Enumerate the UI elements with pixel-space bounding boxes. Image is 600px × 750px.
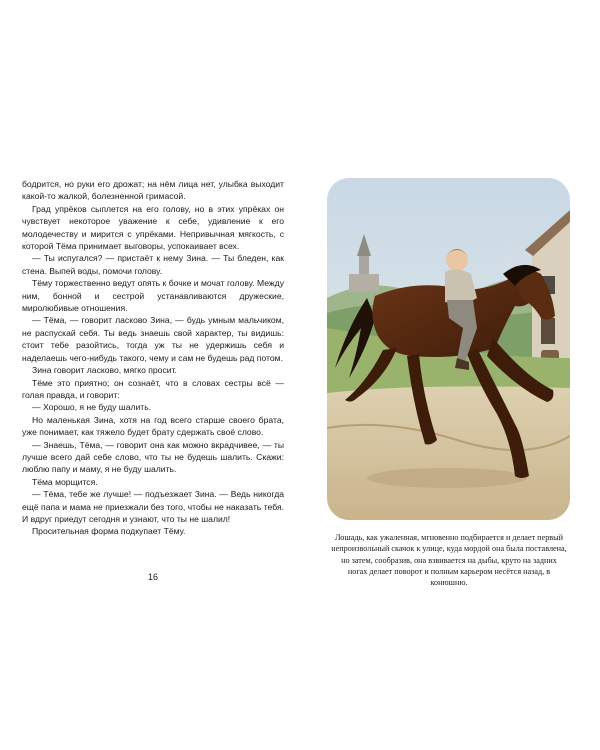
paragraph: Тёме это приятно; он сознаёт, что в словах сестры всё — голая правда, и говорит:	[22, 377, 284, 400]
paragraph: — Ты испугался? — пристаёт к нему Зина. — Ты бледен, как стена. Выпей воды, помочи голову.	[22, 253, 284, 276]
page-number: 16	[148, 572, 159, 582]
paragraph: Просительная форма подкупает Тёму.	[32, 526, 186, 537]
paragraph: Зина говорит ласково, мягко просит.	[32, 365, 177, 376]
paragraph: — Тёма, тебе же лучше! — подъезжает Зина. — Ведь никогда ещё папа и мама не приезжали без того, чтобы не наказать тебя. И вдруг приедут сегодня и узнают, что ты не шалил!	[22, 489, 284, 524]
illustration-caption: Лошадь, как ужаленная, мгновенно подбирается и делает первый непроизвольный скачок к улице, куда мордой она была поставлена, но затем, сообразив, она взвивается на дыбы, круто на задних ногах делает поворот и полным карьером несётся назад, в конюшню.	[331, 533, 567, 588]
left-page	[22, 178, 284, 538]
paragraph: — Тёма, — говорит ласково Зина, — будь умным мальчиком, не распускай себя. Ты ведь знаешь свой характер, ты видишь: стоит тебе разойтись, тогда уж ты не удержишь себя и наделаешь чего-нибудь такого, чему и сам не будешь рад потом.	[22, 315, 284, 363]
horse-illustration	[327, 178, 570, 520]
illustration-art	[327, 178, 570, 520]
paragraph: бодрится, но руки его дрожат; на нём лица нет, улыбка выходит какой-то жалкой, болезненной гримасой.	[22, 179, 284, 202]
paragraph: Тёму торжественно ведут опять к бочке и мочат голову. Между ним, бонной и сестрой устанавливаются дружеские, миролюбивые отношения.	[22, 278, 284, 314]
paragraph: Но маленькая Зина, хотя на год всего старше своего брата, уже понимает, как тяжело будет брату сдержать своё слово.	[22, 414, 284, 438]
paragraph: Град упрёков сыплется на его голову, но в этих упрёках он чувствует некоторое уважение к себе, удивление к его молодечеству и мирится с упрёками. Непривычная мягкость, с которой Тёма принимает выговоры, успокаивает всех.	[22, 203, 284, 252]
paragraph: — Хорошо, я не буду шалить.	[32, 402, 152, 413]
paragraph: — Знаешь, Тёма, — говорит она как можно вкрадчивее, — ты лучше всего дай себе слово, что ты не будешь шалить. Скажи: люблю папу и маму, я не буду шалить.	[22, 439, 284, 475]
paragraph: Тёма морщится.	[32, 476, 98, 487]
body-text	[22, 178, 284, 538]
